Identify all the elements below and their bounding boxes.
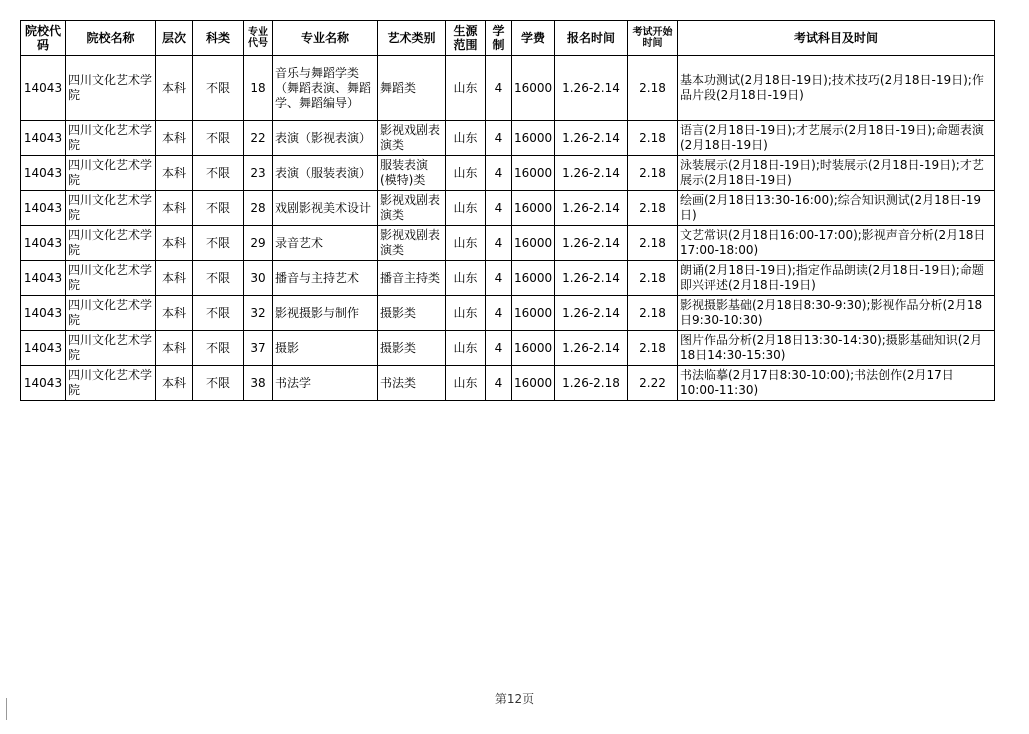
- cell-art-category: 播音主持类: [378, 261, 446, 296]
- cell-level: 本科: [156, 261, 193, 296]
- cell-subject: 不限: [193, 366, 244, 401]
- cell-registration: 1.26-2.14: [555, 261, 628, 296]
- cell-region: 山东: [446, 226, 486, 261]
- cell-major-name: 表演（服装表演）: [273, 156, 378, 191]
- cell-level: 本科: [156, 226, 193, 261]
- cell-level: 本科: [156, 331, 193, 366]
- header-duration: 学制: [486, 21, 512, 56]
- cell-region: 山东: [446, 56, 486, 121]
- cell-registration: 1.26-2.14: [555, 296, 628, 331]
- cell-major-name: 表演（影视表演）: [273, 121, 378, 156]
- cell-exam-subjects: 绘画(2月18日13:30-16:00);综合知识测试(2月18日-19日): [678, 191, 995, 226]
- header-registration: 报名时间: [555, 21, 628, 56]
- cell-level: 本科: [156, 366, 193, 401]
- cell-exam-subjects: 基本功测试(2月18日-19日);技术技巧(2月18日-19日);作品片段(2月18日-19日): [678, 56, 995, 121]
- cell-subject: 不限: [193, 156, 244, 191]
- cell-art-category: 影视戏剧表演类: [378, 191, 446, 226]
- cell-duration: 4: [486, 156, 512, 191]
- cell-exam-start: 2.22: [628, 366, 678, 401]
- header-exam-start: 考试开始时间: [628, 21, 678, 56]
- cell-subject: 不限: [193, 121, 244, 156]
- cell-region: 山东: [446, 191, 486, 226]
- cell-exam-start: 2.18: [628, 296, 678, 331]
- cell-exam-subjects: 朗诵(2月18日-19日);指定作品朗读(2月18日-19日);命题即兴评述(2月18日-19日): [678, 261, 995, 296]
- cell-duration: 4: [486, 331, 512, 366]
- cell-tuition: 16000: [512, 366, 555, 401]
- cell-tuition: 16000: [512, 191, 555, 226]
- cell-school-name: 四川文化艺术学院: [66, 366, 156, 401]
- cell-subject: 不限: [193, 261, 244, 296]
- cell-major-code: 18: [244, 56, 273, 121]
- table-row: [21, 191, 995, 226]
- cell-major-code: 22: [244, 121, 273, 156]
- cell-major-name: 摄影: [273, 331, 378, 366]
- header-region: 生源范围: [446, 21, 486, 56]
- cell-art-category: 书法类: [378, 366, 446, 401]
- cell-exam-start: 2.18: [628, 56, 678, 121]
- cell-major-code: 29: [244, 226, 273, 261]
- cell-registration: 1.26-2.14: [555, 121, 628, 156]
- cell-art-category: 影视戏剧表演类: [378, 121, 446, 156]
- cell-subject: 不限: [193, 56, 244, 121]
- cell-tuition: 16000: [512, 156, 555, 191]
- cell-subject: 不限: [193, 331, 244, 366]
- cell-major-code: 23: [244, 156, 273, 191]
- cell-duration: 4: [486, 366, 512, 401]
- cell-exam-start: 2.18: [628, 191, 678, 226]
- page-number: 第12页: [494, 692, 535, 706]
- cell-exam-subjects: 影视摄影基础(2月18日8:30-9:30);影视作品分析(2月18日9:30-10:30): [678, 296, 995, 331]
- cell-school-name: 四川文化艺术学院: [66, 296, 156, 331]
- cell-exam-subjects: 语言(2月18日-19日);才艺展示(2月18日-19日);命题表演(2月18日-19日): [678, 121, 995, 156]
- table-row: [21, 56, 995, 121]
- header-subject: 科类: [193, 21, 244, 56]
- cell-school-name: 四川文化艺术学院: [66, 121, 156, 156]
- cell-school-code: 14043: [21, 226, 66, 261]
- cell-school-code: 14043: [21, 56, 66, 121]
- table-row: [21, 226, 995, 261]
- cell-tuition: 16000: [512, 56, 555, 121]
- cell-level: 本科: [156, 296, 193, 331]
- page-edge: [0, 0, 2, 734]
- table-row: [21, 331, 995, 366]
- cell-major-code: 38: [244, 366, 273, 401]
- cell-school-name: 四川文化艺术学院: [66, 226, 156, 261]
- cell-school-name: 四川文化艺术学院: [66, 56, 156, 121]
- cell-subject: 不限: [193, 226, 244, 261]
- table-row: [21, 121, 995, 156]
- cell-level: 本科: [156, 191, 193, 226]
- cell-tuition: 16000: [512, 121, 555, 156]
- header-tuition: 学费: [512, 21, 555, 56]
- cell-duration: 4: [486, 261, 512, 296]
- cell-major-name: 播音与主持艺术: [273, 261, 378, 296]
- cell-major-code: 37: [244, 331, 273, 366]
- cell-major-code: 30: [244, 261, 273, 296]
- header-major-code: 专业代号: [244, 21, 273, 56]
- table-row: [21, 296, 995, 331]
- header-major-name: 专业名称: [273, 21, 378, 56]
- cell-major-code: 32: [244, 296, 273, 331]
- cell-school-code: 14043: [21, 366, 66, 401]
- cell-major-name: 戏剧影视美术设计: [273, 191, 378, 226]
- cell-region: 山东: [446, 331, 486, 366]
- cell-art-category: 摄影类: [378, 331, 446, 366]
- cell-art-category: 舞蹈类: [378, 56, 446, 121]
- header-level: 层次: [156, 21, 193, 56]
- cell-region: 山东: [446, 366, 486, 401]
- cell-level: 本科: [156, 156, 193, 191]
- cell-major-name: 录音艺术: [273, 226, 378, 261]
- cell-art-category: 服装表演(模特)类: [378, 156, 446, 191]
- cell-exam-start: 2.18: [628, 331, 678, 366]
- cell-major-name: 音乐与舞蹈学类（舞蹈表演、舞蹈学、舞蹈编导）: [273, 56, 378, 121]
- cell-region: 山东: [446, 261, 486, 296]
- cell-region: 山东: [446, 121, 486, 156]
- cell-school-name: 四川文化艺术学院: [66, 261, 156, 296]
- cell-exam-start: 2.18: [628, 121, 678, 156]
- cell-registration: 1.26-2.14: [555, 331, 628, 366]
- cell-level: 本科: [156, 121, 193, 156]
- table-row: [21, 261, 995, 296]
- cell-exam-subjects: 文艺常识(2月18日16:00-17:00);影视声音分析(2月18日17:00-18:00): [678, 226, 995, 261]
- cell-duration: 4: [486, 121, 512, 156]
- cell-subject: 不限: [193, 191, 244, 226]
- cell-school-code: 14043: [21, 121, 66, 156]
- cell-registration: 1.26-2.18: [555, 366, 628, 401]
- cell-exam-start: 2.18: [628, 156, 678, 191]
- cell-major-name: 影视摄影与制作: [273, 296, 378, 331]
- cell-school-name: 四川文化艺术学院: [66, 156, 156, 191]
- cell-school-code: 14043: [21, 331, 66, 366]
- cell-registration: 1.26-2.14: [555, 191, 628, 226]
- header-exam-subjects: 考试科目及时间: [678, 21, 995, 56]
- cell-major-name: 书法学: [273, 366, 378, 401]
- cell-registration: 1.26-2.14: [555, 156, 628, 191]
- cell-tuition: 16000: [512, 331, 555, 366]
- table-header-row: [21, 21, 995, 56]
- cell-duration: 4: [486, 56, 512, 121]
- header-school-code: 院校代码: [21, 21, 66, 56]
- table-row: [21, 156, 995, 191]
- cell-registration: 1.26-2.14: [555, 226, 628, 261]
- cell-duration: 4: [486, 296, 512, 331]
- cell-region: 山东: [446, 296, 486, 331]
- cell-major-code: 28: [244, 191, 273, 226]
- cell-school-name: 四川文化艺术学院: [66, 331, 156, 366]
- cell-region: 山东: [446, 156, 486, 191]
- enrollment-table: [20, 20, 995, 401]
- cell-school-code: 14043: [21, 191, 66, 226]
- cell-tuition: 16000: [512, 226, 555, 261]
- cell-exam-start: 2.18: [628, 226, 678, 261]
- cell-school-code: 14043: [21, 261, 66, 296]
- cell-exam-start: 2.18: [628, 261, 678, 296]
- cell-exam-subjects: 泳装展示(2月18日-19日);时装展示(2月18日-19日);才艺展示(2月18日-19日): [678, 156, 995, 191]
- cell-registration: 1.26-2.14: [555, 56, 628, 121]
- cell-school-code: 14043: [21, 156, 66, 191]
- cell-tuition: 16000: [512, 261, 555, 296]
- cell-level: 本科: [156, 56, 193, 121]
- cell-tuition: 16000: [512, 296, 555, 331]
- cell-school-name: 四川文化艺术学院: [66, 191, 156, 226]
- header-school-name: 院校名称: [66, 21, 156, 56]
- table-row: [21, 366, 995, 401]
- cell-exam-subjects: 书法临摹(2月17日8:30-10:00);书法创作(2月17日10:00-11:30): [678, 366, 995, 401]
- cell-art-category: 影视戏剧表演类: [378, 226, 446, 261]
- cell-school-code: 14043: [21, 296, 66, 331]
- header-art-category: 艺术类别: [378, 21, 446, 56]
- cell-subject: 不限: [193, 296, 244, 331]
- cell-duration: 4: [486, 226, 512, 261]
- cell-duration: 4: [486, 191, 512, 226]
- cell-art-category: 摄影类: [378, 296, 446, 331]
- cell-exam-subjects: 图片作品分析(2月18日13:30-14:30);摄影基础知识(2月18日14:30-15:30): [678, 331, 995, 366]
